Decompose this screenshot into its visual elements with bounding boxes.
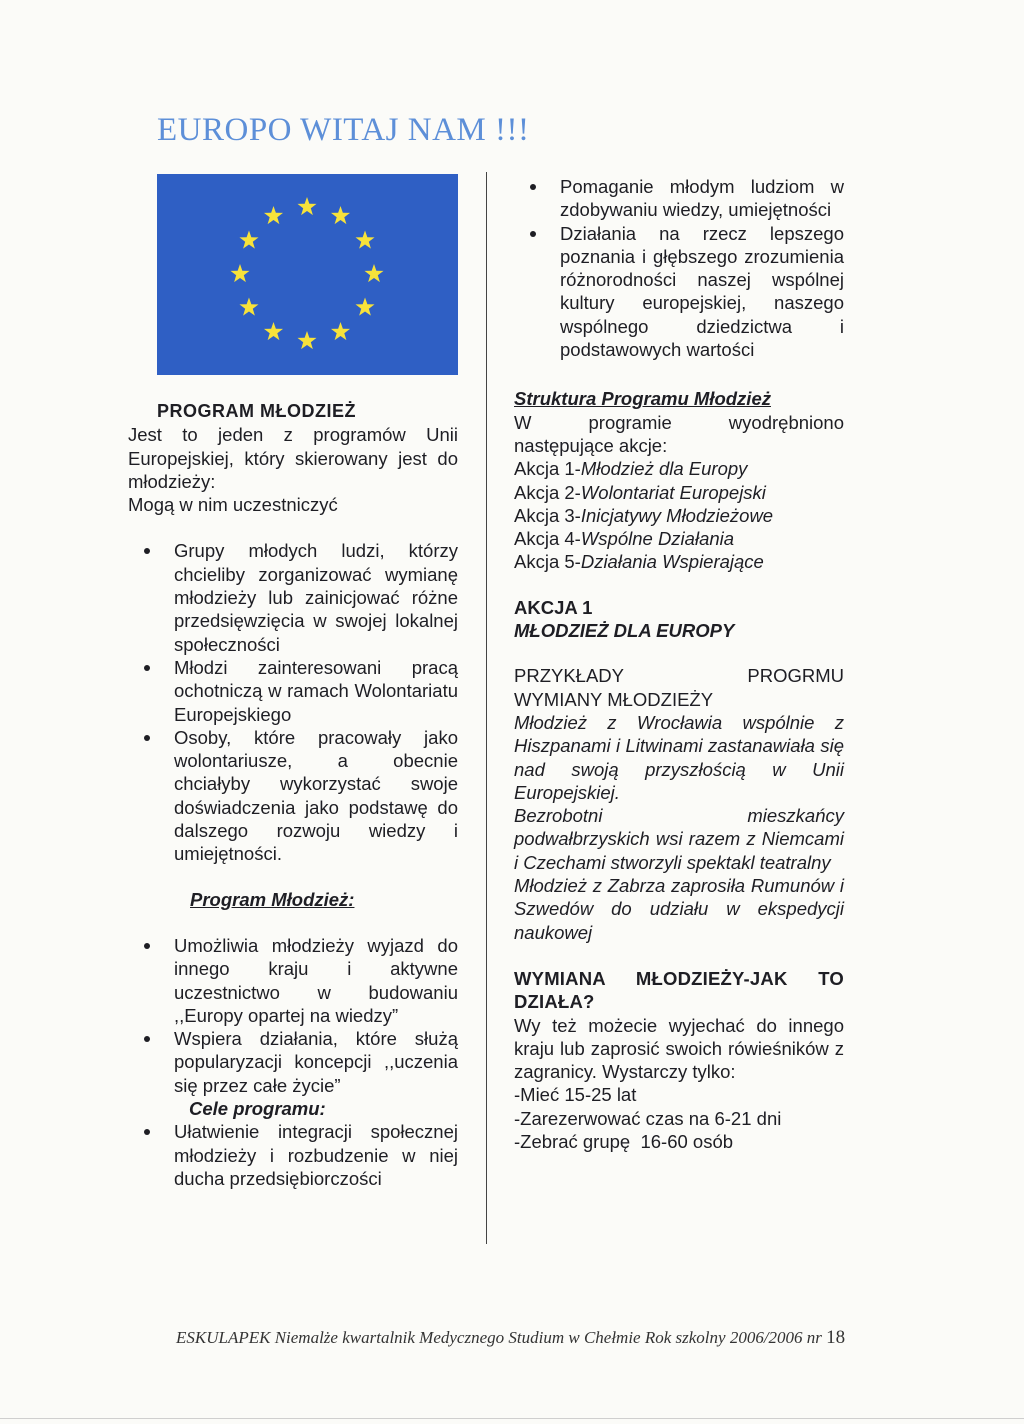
example-item: Bezrobotni mieszkańcy podwałbrzyskich wsi razem z Niemcami i Czechami stworzyli spektakl teatralny [514,805,844,873]
action-item [514,504,844,527]
program-heading: PROGRAM MŁODZIEŻ [157,401,356,421]
list-item: Młodzi zainteresowani pracą ochotniczą w ramach Wolontariatu Europejskiego [128,656,458,726]
action-item [514,550,844,573]
program-subheading-wrap [128,888,458,911]
program-subheading: Program Młodzież: [190,888,355,910]
action-item [514,457,844,480]
structure-intro: W programie wyodrębniono następujące akcje: [514,411,844,456]
star-icon [364,264,383,282]
cele-heading: Cele programu: [189,1098,326,1120]
examples-heading-a: PRZYKŁADY [514,665,625,687]
star-icon [356,231,375,249]
footer-text: ESKULAPEK Niemalże kwartalnik Medycznego Studium w Chełmie Rok szkolny 2006/2006 nr [176,1328,827,1347]
action-prefix: Akcja 2- [514,481,581,503]
eu-flag-icon [157,174,458,375]
actions-list [514,457,844,573]
star-icon [297,331,316,349]
star-icon [239,298,258,316]
page-footer [176,1327,845,1349]
star-icon [331,206,350,224]
action-item [514,527,844,550]
right-column [514,175,844,1153]
column-divider [486,172,487,1244]
star-icon [264,206,283,224]
star-icon [239,231,258,249]
list-item: Osoby, które pracowały jako wolontariusze, a obecnie chciałyby wykorzystać swoje doświadczenia jako podstawę do dalszego rozwoju wiedzy i umiejętności. [128,726,458,866]
program-intro: Jest to jeden z programów Unii Europejskiej, który skierowany jest do młodzieży: [128,424,458,492]
exchange-text: Wy też możecie wyjechać do innego kraju lub zaprosić swoich rówieśników z zagranicy. Wystarczy tylko: [514,1014,844,1083]
step-item: -Zebrać grupę 16-60 osób [514,1130,734,1152]
list-item: Wspiera działania, które służą popularyzacji koncepcji ,,uczenia się przez całe życie” [128,1027,458,1097]
page-title: EUROPO WITAJ NAM !!! [157,112,530,148]
action-name: Młodzież dla Europy [580,458,748,480]
star-icon [297,197,316,215]
page-number: 18 [826,1327,846,1348]
list-item: Ułatwienie integracji społecznej młodzieży i rozbudzenie w niej ducha przedsiębiorczości [128,1120,458,1190]
left-column [128,400,458,1190]
list-item: Umożliwia młodzieży wyjazd do innego kraju i aktywne uczestnictwo w budowaniu ,,Europy opartej na wiedzy” [128,934,458,1027]
list-item: Grupy młodych ludzi, którzy chcieliby zorganizować wymianę młodzieży lub zainicjować różne przedsięwzięcia w swojej lokalnej społeczności [128,539,458,655]
action-name: Wspólne Działania [580,528,735,550]
action-prefix: Akcja 1- [514,458,581,480]
example-item: Młodzież z Wrocławia wspólnie z Hiszpanami i Litwinami zastanawiała się nad swoją przyszłością w Unii Europejskiej. [514,711,844,803]
exchange-heading: WYMIANA MŁODZIEŻY-JAK TO DZIAŁA? [514,967,844,1013]
step-item: -Mieć 15-25 lat [514,1084,637,1106]
star-icon [230,264,249,282]
participants-list [128,539,458,865]
akcja1-heading: AKCJA 1 [514,596,593,618]
action-prefix: Akcja 4- [514,528,581,550]
star-icon [331,322,350,340]
program-features-list [128,934,458,1097]
action-prefix: Akcja 3- [514,504,581,526]
list-item: Działania na rzecz lepszego poznania i głębszego zrozumienia różnorodności naszej wspólnej kultury europejskiej, naszego wspólnego dziedzictwa i podstawowych wartości [514,222,844,362]
examples-heading [514,664,844,687]
list-item: Pomaganie młodym ludziom w zdobywaniu wiedzy, umiejętności [514,175,844,222]
goals-list [128,1120,458,1190]
goals-list-continued [514,175,844,361]
eu-flag-graphic [157,174,458,375]
examples-heading-c: WYMIANY MŁODZIEŻY [514,688,714,710]
action-name: Wolontariat Europejski [580,481,766,503]
step-item: -Zarezerwować czas na 6-21 dni [514,1107,782,1129]
star-icon [356,298,375,316]
structure-heading: Struktura Programu Młodzież [514,388,771,410]
action-name: Inicjatywy Młodzieżowe [580,504,774,526]
scan-edge-line [0,1418,1024,1419]
action-item [514,481,844,504]
action-prefix: Akcja 5- [514,551,581,573]
example-item: Młodzież z Zabrza zaprosiła Rumunów i Szwedów do udziału w ekspedycji naukowej [514,875,844,943]
examples-heading-b: PROGRMU [747,665,844,687]
akcja1-subheading: MŁODZIEŻ DLA EUROPY [514,620,735,642]
action-name: Działania Wspierające [580,551,764,573]
star-icon [264,322,283,340]
program-intro-2: Mogą w nim uczestniczyć [128,494,338,516]
